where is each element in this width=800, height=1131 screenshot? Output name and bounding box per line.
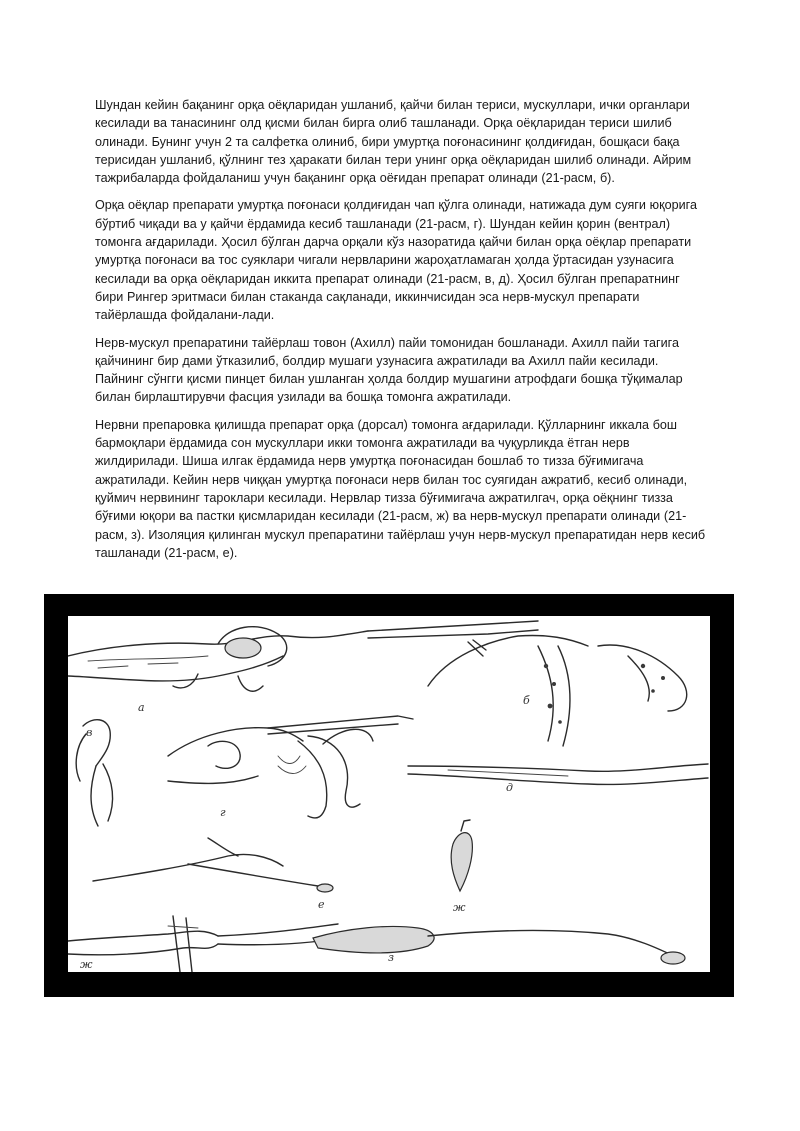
panel-e-drawing: [93, 838, 333, 892]
figure-mark-b: б: [523, 694, 530, 707]
figure-mark-g: г: [220, 806, 226, 819]
body-text: [95, 96, 707, 571]
paragraph-2: Орқа оёқлар препарати умуртқа поғонаси қолдиғидан чап қўлга олинади, натижада дум суяги юқорига бўртиб чиқади ва у қайчи ёрдамида кесиб ташланади (21-расм, г). Шундан кейин қорин (вентрал) томонга ағдарилади. Ҳосил бўлган дарча орқали кўз назоратида қайчи билан орқа оёқлар препарати умуртқа поғонаси ва тос суяклари чигали нервларини жароҳатламаган ҳолда ўртасидан узунасига кесилади ва орқа оёқларидан иккита препарат олинади (21-расм, в, д). Ҳосил бўлган препаратнинг бири Рингер эритмаси билан стаканда сақланади, иккинчисидан эса нерв-мускул препарати тайёрлашда фойдалани-лади.: [95, 198, 697, 323]
panel-z-drawing: [313, 926, 685, 964]
paragraph-3: Нерв-мускул препаратини тайёрлаш товон (Ахилл) пайи томонидан бошланади. Ахилл пайи тагига қайчининг бир дами ўтказилиб, болдир мушаги узунасига ажратилади ва Ахилл пайи кесилади. Пайнинг сўнгги қисми пинцет билан ушланган ҳолда болдир мушагини атрофдаги бошқа тўқималар билан бирлаштирувчи фасция узилади ва бошқа томонга ажратилади.: [95, 335, 683, 405]
panel-b-drawing: [428, 635, 687, 746]
panel-k-drawing: [451, 820, 472, 891]
figure-frame: [44, 594, 734, 997]
figure-mark-k: ж: [453, 901, 466, 914]
panel-d-drawing: [408, 764, 708, 784]
figure-mark-a: а: [138, 701, 145, 714]
figure-mark-v: в: [86, 726, 93, 739]
panel-v-drawing: [76, 720, 112, 826]
paragraph-1: Шундан кейин бақанинг орқа оёқларидан ушланиб, қайчи билан териси, мускуллари, ички органлари кесилади ва танасининг олд қисми билан бирга олиб ташланади. Орқа оёқларидан териси шилиб олинади. Бунинг учун 2 та салфетка олиниб, бири умуртқа поғонасининг қолдиғидан, бошқаси бақа терисидан ушланиб, қўлнинг тез ҳаракати билан тери унинг орқа оёқларидан шилиб олинади. Айрим тажрибаларда фойдаланиш учун бақанинг орқа оёғидан препарат олинади (21-расм, б).: [95, 98, 692, 186]
panel-a-drawing: [68, 621, 538, 691]
frog-preparation-sketch: [68, 616, 710, 972]
figure-mark-d: д: [506, 781, 513, 794]
figure-mark-z: з: [388, 951, 394, 964]
figure-mark-e: е: [318, 898, 325, 911]
paragraph-4: Нервни препаровка қилишда препарат орқа (дорсал) томонга ағдарилади. Қўлларнинг иккала бош бармоқлари ёрдамида сон мускуллари икки томонга ажратилади ва чуқурликда ётган нерв жилдирилади. Шиша илгак ёрдамида нерв умуртқа поғонасидан бошлаб то тизза бўғимигача ажратилади. Кейин нерв чиққан умуртқа поғонаси нерв билан тос суягидан ажратиб, кесиб олинади, қуймич нервининг тароклари кесилади. Нервлар тизза бўғимигача ажратилгач, орқа оёқнинг тизза бўғими юқори ва пастки қисмларидан кесилади (21-расм, ж) ва нерв-мускул препарати олинади (21-расм, з). Изоляция қилинган мускул препаратини тайёрлаш учун нерв-мускул препаратидан нерв кесиб ташланади (21-расм, е).: [95, 417, 706, 560]
figure-illustration: [68, 616, 710, 972]
panel-g-drawing: [168, 716, 413, 818]
figure-mark-zh: ж: [80, 958, 93, 971]
panel-zh-drawing: [68, 916, 338, 972]
